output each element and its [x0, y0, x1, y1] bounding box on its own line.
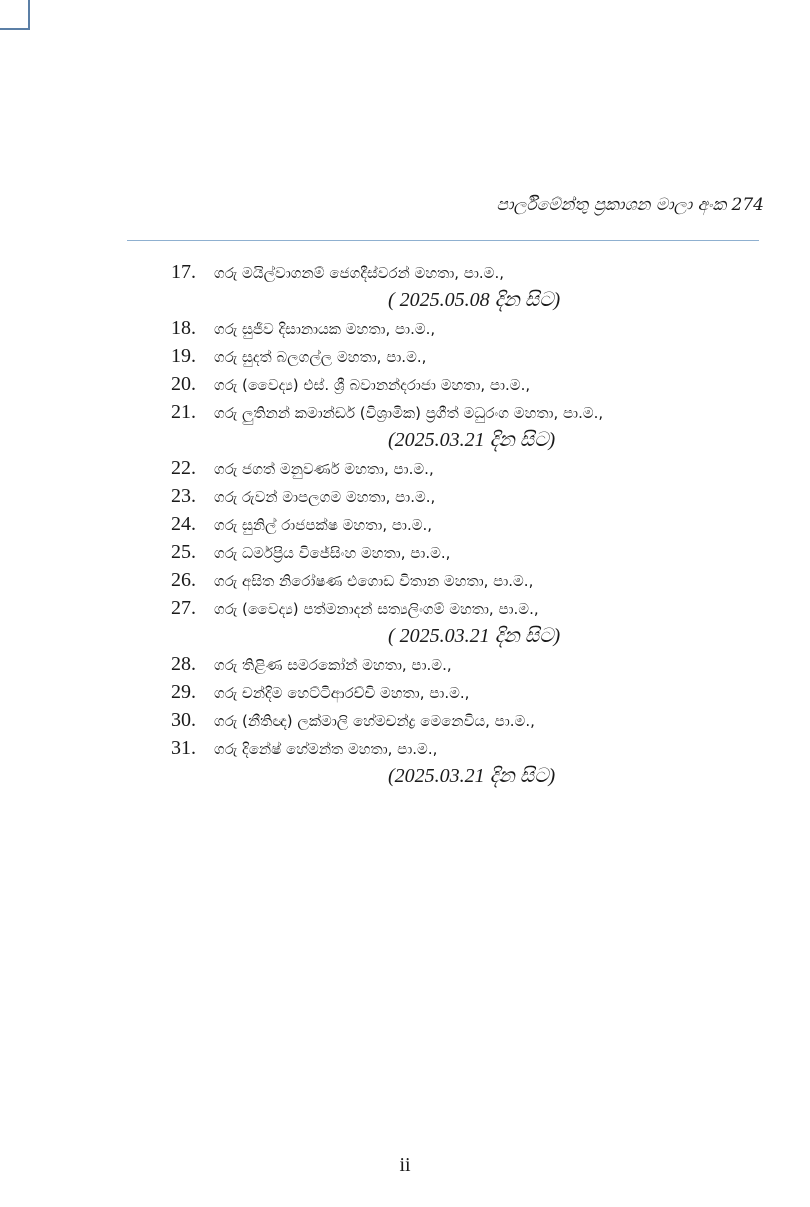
- list-item-name: ගරු සුජීව දිසානායක මහතා, පා.ම.,: [214, 320, 436, 338]
- list-item-number: 26.: [171, 569, 196, 591]
- list-item-number: 29.: [171, 681, 196, 703]
- list-item-number: 19.: [171, 345, 196, 367]
- list-item: [0, 482, 810, 510]
- list-item: [0, 510, 810, 538]
- page-number: ii: [399, 1154, 411, 1176]
- list-item-name: ගරු තිළිණ සමරකෝන් මහතා, පා.ම.,: [214, 656, 452, 674]
- list-item-name: ගරු චන්දිම හෙට්ටිආරච්චි මහතා, පා.ම.,: [214, 684, 470, 702]
- list-item: [0, 314, 810, 342]
- list-item-note: (2025.03.21 දින සිට): [388, 765, 556, 787]
- list-item-note: ( 2025.05.08 දින සිට): [388, 289, 561, 311]
- list-item-note: (2025.03.21 දින සිට): [388, 429, 556, 451]
- list-item-number: 30.: [171, 709, 196, 731]
- list-item-number: 25.: [171, 541, 196, 563]
- list-item-name: ගරු (වෛද්‍ය) පත්මනාදන් සත්‍යලිංගම් මහතා, පා.ම.,: [214, 600, 539, 618]
- list-item-name: ගරු මයිල්වාගනම් ජෙගදීස්වරන් මහතා, පා.ම.,: [214, 264, 504, 282]
- list-item: [0, 398, 810, 426]
- list-item-name: ගරු ධර්මප්‍රිය විජේසිංහ මහතා, පා.ම.,: [214, 544, 451, 562]
- list-item-note-row: [0, 762, 810, 790]
- list-item-note-row: [0, 426, 810, 454]
- list-item: [0, 678, 810, 706]
- list-item-note: ( 2025.03.21 දින සිට): [388, 625, 561, 647]
- list-item-number: 18.: [171, 317, 196, 339]
- list-item-number: 22.: [171, 457, 196, 479]
- corner-crop-mark: [0, 0, 30, 30]
- list-item: [0, 706, 810, 734]
- member-list: [0, 258, 810, 790]
- list-item-number: 28.: [171, 653, 196, 675]
- list-item-name: ගරු ලුතිනන් කමාන්ඩර් (විශ්‍රාමික) ප්‍රගීත් මධුරංග මහතා, පා.ම.,: [214, 404, 604, 422]
- list-item: [0, 650, 810, 678]
- list-item-number: 31.: [171, 737, 196, 759]
- list-item: [0, 342, 810, 370]
- list-item-name: ගරු (වෛද්‍ය) එස්. ශ්‍රී බවානන්දරාජා මහතා, පා.ම.,: [214, 376, 531, 394]
- list-item-number: 21.: [171, 401, 196, 423]
- list-item: [0, 454, 810, 482]
- header-divider: [127, 240, 759, 241]
- list-item-name: ගරු ජගත් මනුවර්ණ මහතා, පා.ම.,: [214, 460, 434, 478]
- list-item-note-row: [0, 622, 810, 650]
- list-item: [0, 258, 810, 286]
- list-item-number: 20.: [171, 373, 196, 395]
- list-item-name: ගරු සුදත් බලගල්ල මහතා, පා.ම.,: [214, 348, 427, 366]
- list-item-number: 24.: [171, 513, 196, 535]
- list-item-name: ගරු අසිත නිරෝෂණ එගොඩ විතාන මහතා, පා.ම.,: [214, 572, 534, 590]
- list-item-name: ගරු සුනිල් රාජපක්ෂ මහතා, පා.ම.,: [214, 516, 433, 534]
- list-item-name: ගරු (නීතිඥ) ලක්මාලි හේමචන්ද්‍ර මෙනෙවිය, පා.ම.,: [214, 712, 535, 730]
- list-item-note-row: [0, 286, 810, 314]
- list-item-name: ගරු රුවන් මාපලගම මහතා, පා.ම.,: [214, 488, 436, 506]
- list-item: [0, 538, 810, 566]
- list-item-number: 17.: [171, 261, 196, 283]
- list-item-name: ගරු දිනේෂ් හේමන්ත මහතා, පා.ම.,: [214, 740, 438, 758]
- list-item-number: 23.: [171, 485, 196, 507]
- list-item: [0, 734, 810, 762]
- list-item: [0, 370, 810, 398]
- list-item-number: 27.: [171, 597, 196, 619]
- list-item: [0, 594, 810, 622]
- list-item: [0, 566, 810, 594]
- page-header-title: පාර්ලිමේන්තු ප්‍රකාශන මාලා අංක 274: [496, 195, 764, 215]
